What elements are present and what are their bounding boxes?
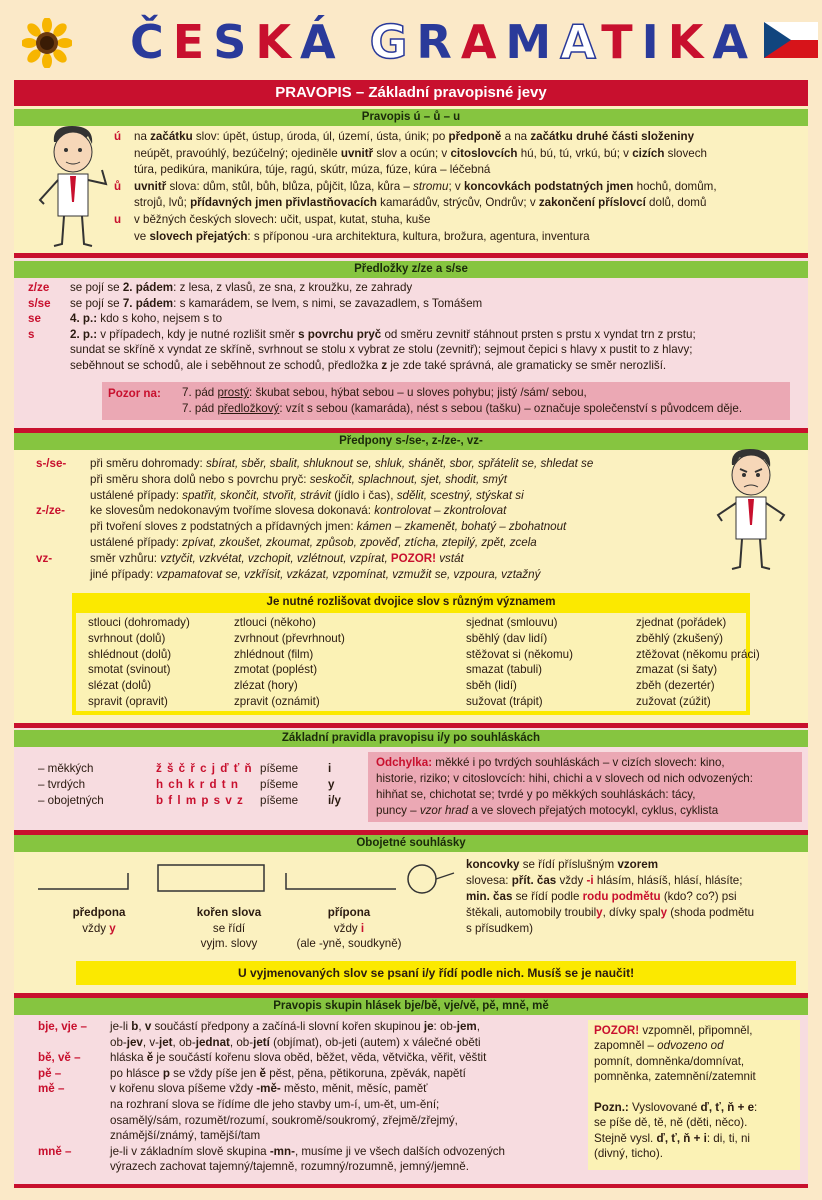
section-iy-heading: Základní pravidla pravopisu i/y po souhláskách	[14, 730, 808, 747]
sunflower-logo	[22, 18, 72, 68]
exception-text: hihňat se, chichotat se; tvrdé y po měkkých souhláskách: tácy,	[376, 788, 696, 801]
rule-row	[114, 129, 694, 145]
exception-box	[368, 752, 802, 822]
row-text: ke slovesům nedokonavým tvoříme slovesa dokonavá: kontrolovat – zkontrolovat	[90, 504, 507, 518]
row-text: na začátku slov: úpět, ústup, úroda, úl, území, ústa, únik; po předponě a na začátku druhé části složeniny	[134, 130, 695, 143]
exception-line	[376, 787, 695, 803]
row-key: pě –	[38, 1066, 62, 1080]
rule-row	[38, 1066, 466, 1082]
word-part-note: vyjm. slovy	[200, 937, 258, 951]
page-title	[130, 12, 757, 72]
pozor-note-box	[588, 1020, 800, 1170]
pozor-note-line: pomnít, domněnka/domnívat,	[594, 1054, 745, 1068]
row-text: je-li v základním slově skupina -mn-, musíme ji ve všech dalších odvozených	[110, 1144, 506, 1158]
row-key: z-/ze-	[36, 504, 65, 518]
pozor-key: Pozor na:	[108, 387, 161, 400]
row-key: z/ze	[28, 281, 50, 294]
row-text: 4. p.: kdo s koho, nejsem s to	[70, 312, 223, 326]
word-pair-item: sjednat (smlouvu)	[466, 616, 558, 629]
rule-row	[36, 488, 524, 504]
iy-rule-cell: píšeme	[260, 762, 299, 775]
row-text: při tvoření sloves z podstatných a přídavných jmen: kámen – zkamenět, bohatý – zbohatnout	[90, 520, 567, 534]
rule-row	[36, 519, 566, 535]
iy-rule-cell: píšeme	[260, 794, 299, 807]
exception-line	[376, 803, 718, 819]
row-key: s	[28, 327, 35, 341]
row-key: ů	[114, 179, 122, 193]
word-pair-item: zlézat (hory)	[234, 679, 298, 693]
word-pair-item: smazat (tabuli)	[466, 663, 543, 677]
section-prefixes	[14, 433, 808, 723]
rule-row	[28, 296, 482, 312]
word-part-label	[274, 905, 424, 952]
word-pair-item: spravit (opravit)	[88, 695, 168, 708]
title-letter: A	[460, 15, 506, 69]
row-text: v kořenu slova píšeme vždy -mě- město, měnit, měsíc, paměť	[110, 1082, 428, 1096]
row-text: strojů, lvů; přídavných jmen přivlastňovacích kamarádův, strýcův, Ondrův; v zakončení příslovcí dolů, domů	[134, 196, 707, 210]
iy-rule-cell: i	[328, 762, 332, 775]
row-text: směr vzhůru: vztyčit, vzkvétat, vzchopit, vzlétnout, vzpírat, POZOR! vstát	[90, 551, 464, 565]
iy-rule-cell: ž š č ř c j ď ť ň	[156, 762, 253, 775]
rule-row	[38, 1113, 458, 1129]
word-pair-item: zvrhnout (převrhnout)	[234, 631, 345, 645]
row-text: ob-jev, v-jet, ob-jednat, ob-jetí (objímat), ob-jeti (autem) x válečné oběti	[110, 1035, 481, 1049]
rule-row	[114, 179, 717, 195]
iy-rules	[38, 761, 368, 821]
endings-line: koncovky se řídí příslušným vzorem	[466, 858, 659, 871]
row-text: se pojí se 7. pádem: s kamarádem, se lvem, s nimi, se zavazadlem, s Tomášem	[70, 296, 483, 310]
row-text: se pojí se 2. pádem: z lesa, z vlasů, ze sna, z kroužku, ze zahrady	[70, 281, 413, 294]
pozor-note-line: POZOR! vzpomněl, připomněl,	[594, 1024, 753, 1037]
pozor-line: 7. pád prostý: škubat sebou, hýbat sebou – u sloves pohybu; jistý /sám/ sebou,	[182, 386, 587, 399]
section-prefixes-heading: Předpony s-/se-, z-/ze-, vz-	[14, 433, 808, 450]
exception-text: puncy – vzor hrad a ve slovech přejatých motocykl, cyklus, cyklista	[376, 804, 719, 817]
pozor-note-line: Stejně vysl. ď, ť, ň + i: di, ti, ni	[594, 1131, 750, 1145]
section-u	[14, 106, 808, 253]
czech-flag-icon	[764, 22, 818, 58]
title-letter: T	[601, 15, 642, 69]
word-pair-item: zhlédnout (film)	[234, 647, 314, 661]
row-text: po hlásce p se vždy píše jen ě pěst, pěna, pětikoruna, zpěvák, napětí	[110, 1066, 466, 1080]
word-pair-item: zmotat (poplést)	[234, 663, 318, 677]
endings-line: min. čas se řídí podle rodu podmětu (kdo? co?) psi	[466, 890, 737, 903]
word-structure-diagram	[36, 861, 464, 901]
rule-row	[36, 456, 593, 472]
rule-row	[28, 327, 696, 343]
iy-rule-cell: y	[328, 778, 335, 791]
row-text: na rozhraní slova se řídíme dle jeho stavby um-í, um-ět, um-ění;	[110, 1098, 440, 1111]
word-pair-item: sužovat (trápit)	[466, 695, 543, 708]
section-groups	[14, 998, 808, 1184]
row-text: ustálené případy: spatřit, skončit, stvořit, strávit (jídlo i čas), sdělit, scestný, stýskat si	[90, 488, 524, 502]
rule-row	[36, 567, 540, 583]
row-text: neúpět, pravoúhlý, bezúčelný; ojediněle uvnitř slov a ocún; v citoslovcích hú, bú, tú, vrkú, bú; v cizích slovech	[134, 146, 707, 160]
rule-row	[36, 503, 506, 519]
title-letter: G	[369, 15, 417, 69]
iy-rule-row	[38, 793, 368, 809]
title-letter: Á	[300, 15, 345, 69]
pozor-note-line: se píše dě, tě, ně (děti, něco).	[594, 1116, 748, 1130]
word-part-note: (ale -yně, soudkyně)	[296, 937, 402, 951]
memorize-bar: U vyjmenovaných slov se psaní i/y řídí podle nich. Musíš se je naučit!	[76, 961, 796, 985]
iy-rule-cell: píšeme	[260, 778, 299, 791]
row-key: bě, vě –	[38, 1051, 81, 1065]
iy-rule-cell: – obojetných	[38, 794, 104, 807]
pozor-box	[102, 382, 790, 420]
angry-boy-illustration	[708, 445, 792, 573]
word-pair-item: zpravit (oznámit)	[234, 695, 320, 708]
word-part-heading: přípona	[327, 906, 371, 919]
word-pair-item: ztěžovat (někomu práci)	[636, 647, 760, 661]
row-text: při směru shora dolů nebo s povrchu pryč: seskočit, splachnout, sjet, shodit, smýt	[90, 472, 507, 486]
word-pair-item: ztlouci (někoho)	[234, 616, 316, 629]
word-pairs-table	[76, 613, 760, 711]
word-pair-item: shlédnout (dolů)	[88, 647, 172, 661]
iy-rule-row	[38, 761, 368, 777]
word-pair-item: zužovat (zúžit)	[636, 695, 711, 708]
rule-row	[38, 1081, 428, 1097]
row-key: se	[28, 312, 41, 326]
section-prepositions	[14, 258, 808, 428]
row-key: s/se	[28, 296, 51, 310]
row-text: výrazech zachovat tajemný/tajemně, rozumný/rozumně, jemný/jemně.	[110, 1160, 469, 1174]
word-pair-item: zběhlý (zkušený)	[636, 631, 723, 645]
row-text: ve slovech přejatých: s příponou -ura architektura, kultura, brožura, agentura, inventura	[134, 229, 590, 243]
rule-row	[38, 1159, 469, 1175]
rule-row	[36, 535, 537, 551]
word-part-rule: vždy y	[82, 921, 116, 935]
word-part-heading: kořen slova	[196, 906, 262, 919]
title-letter: E	[172, 15, 214, 69]
row-text: 2. p.: v případech, kdy je nutné rozlišit směr s povrchu pryč od směru zevnitř stáhnout prsten s prstu x vyndat trn z prstu;	[70, 327, 696, 341]
rule-row	[38, 1050, 486, 1066]
row-key: mně –	[38, 1144, 72, 1158]
title-letter: K	[255, 15, 300, 69]
title-letter: M	[505, 15, 561, 69]
row-text: při směru dohromady: sbírat, sběr, sbalit, shluknout se, shluk, shánět, sbor, spřátelit se, shledat se	[90, 457, 594, 470]
rule-row	[114, 146, 707, 162]
endings-line: slovesa: přít. čas vždy -i hlásím, hlásíš, hlásí, hlásíte;	[466, 874, 743, 887]
word-part-label	[24, 905, 174, 936]
title-letter: K	[667, 15, 713, 69]
exception-text: měkké i po tvrdých souhláskách – v cizích slovech: kino,	[435, 756, 725, 769]
word-pairs-heading: Je nutné rozlišovat dvojice slov s různým významem	[266, 596, 556, 608]
rule-row	[28, 311, 222, 327]
word-pair-item: stěžovat si (někomu)	[466, 647, 573, 661]
section-iy	[14, 728, 808, 830]
row-text: v běžných českých slovech: učit, uspat, kutat, stuha, kuše	[134, 213, 431, 226]
endings-line: s přísudkem)	[466, 922, 534, 935]
rule-row	[28, 280, 412, 296]
word-pair-item: zmazat (si šaty)	[636, 663, 718, 677]
row-key: u	[114, 213, 122, 226]
pozor-note-line: (divný, ticho).	[594, 1147, 663, 1161]
pozor-note-line: Pozn.: Vyslovované ď, ť, ň + e:	[594, 1101, 758, 1114]
pozor-note-line: pomněnka, zatemnění/zatemnit	[594, 1070, 756, 1084]
row-text: uvnitř slova: dům, stůl, bůh, blůza, půjčit, lůza, kůra – stromu; v koncovkách podstatných jmen hochů, domům,	[134, 179, 717, 193]
title-letter: I	[641, 15, 668, 69]
word-pairs-box	[72, 593, 760, 715]
row-text: známější/známý, tamější/tam	[110, 1129, 261, 1143]
row-text: osamělý/sám, rozumět/rozumí, soukromě/soukromý, zřejmě/zřejmý,	[110, 1113, 458, 1127]
word-pair-item: stlouci (dohromady)	[88, 616, 190, 629]
title-letter: Č	[130, 15, 173, 69]
row-text: ustálené případy: zpívat, zkoušet, zkoumat, způsob, zpověď, ztícha, ztepilý, zpět, zcela	[90, 536, 537, 549]
row-key: vz-	[36, 551, 53, 565]
rule-row	[38, 1097, 439, 1113]
word-pair-item: smotat (svinout)	[88, 663, 171, 677]
rule-row	[36, 551, 464, 567]
exception-line	[376, 771, 753, 787]
title-letter: A	[712, 15, 758, 69]
rule-row	[36, 472, 507, 488]
exception-line	[376, 755, 725, 771]
iy-rule-cell: – měkkých	[38, 762, 94, 775]
row-text: je-li b, v součástí předpony a začíná-li slovní kořen skupinou je: ob-jem,	[110, 1020, 480, 1033]
rule-row	[28, 342, 692, 358]
row-key: bje, vje –	[38, 1020, 87, 1033]
rule-row	[114, 162, 490, 178]
row-key: mě –	[38, 1082, 65, 1096]
rule-row	[38, 1128, 260, 1144]
rule-row	[114, 195, 706, 211]
iy-rule-cell: h ch k r d t n	[156, 778, 239, 791]
rule-row	[38, 1144, 505, 1160]
section-groups-heading: Pravopis skupin hlásek bje/bě, vje/vě, pě, mně, mě	[14, 998, 808, 1015]
word-part-heading: předpona	[72, 906, 126, 919]
iy-rule-cell: – tvrdých	[38, 778, 86, 791]
iy-rule-cell: b f l m p s v z	[156, 794, 244, 807]
row-text: sundat se skříně x vyndat ze skříně, svrhnout se stolu x vybrat ze stolu (zevnitř); sejmout čepici s hlavy x pustit to z hlavy;	[70, 343, 693, 357]
pozor-line: 7. pád předložkový: vzít s sebou (kamaráda), nést s sebou (tašku) – označuje společenství s původcem děje.	[182, 402, 743, 415]
row-key: s-/se-	[36, 457, 67, 470]
rule-row	[38, 1035, 481, 1051]
pozor-note-line: zapomněl – odvozeno od	[594, 1039, 724, 1053]
iy-rule-row	[38, 777, 368, 793]
word-pair-item: svrhnout (dolů)	[88, 631, 166, 645]
rule-row	[28, 358, 666, 374]
row-text: túra, pedikúra, manikúra, túje, ragú, skútr, múza, fúze, kúra – léčebná	[134, 163, 491, 177]
word-pair-item: zjednat (pořádek)	[636, 616, 727, 629]
word-part-rule: se řídí	[212, 921, 246, 935]
title-letter: A	[560, 15, 602, 69]
section-ambiguous	[14, 835, 808, 993]
divider	[14, 1184, 808, 1188]
word-part-rule: vždy i	[333, 921, 365, 935]
row-text: jiné případy: vzpamatovat se, vzkřísit, vzkázat, vzpomínat, vzmužit se, vzpoura, vztažný	[90, 567, 541, 581]
section-u-heading: Pravopis ú – ů – u	[14, 109, 808, 126]
word-pair-item: sběhlý (dav lidí)	[466, 631, 548, 645]
exception-text: historie, riziko; v citoslovcích: hihi, chichi a v slovech od nich odvozených:	[376, 772, 753, 785]
row-key: ú	[114, 130, 122, 143]
row-text: hláska ě je součástí kořenu slova oběd, běžet, věda, větvička, věřit, věštit	[110, 1051, 487, 1065]
main-banner: PRAVOPIS – Základní pravopisné jevy	[14, 80, 808, 106]
title-letter: S	[213, 15, 256, 69]
exception-key: Odchylka:	[376, 756, 436, 769]
title-letter: R	[416, 15, 461, 69]
word-pair-item: sběh (lidí)	[466, 679, 517, 693]
endings-line: štěkali, automobily troubily, dívky spaly (shoda podmětu	[466, 906, 755, 919]
rule-row	[114, 212, 430, 228]
rule-row	[114, 229, 590, 245]
word-pair-item: zběh (dezertér)	[636, 679, 715, 693]
section-ambiguous-heading: Obojetné souhlásky	[14, 835, 808, 852]
row-text: seběhnout se schodů, ale i seběhnout ze schodů, předložka z je zde také správná, ale gramaticky se směr nerozliší.	[70, 359, 667, 372]
boy-illustration	[32, 122, 114, 250]
title-letter	[345, 15, 370, 69]
iy-rule-cell: i/y	[328, 794, 341, 807]
section-prepositions-heading: Předložky z/ze a s/se	[14, 261, 808, 278]
rule-row	[38, 1019, 480, 1035]
word-pair-item: slézat (dolů)	[88, 679, 152, 693]
